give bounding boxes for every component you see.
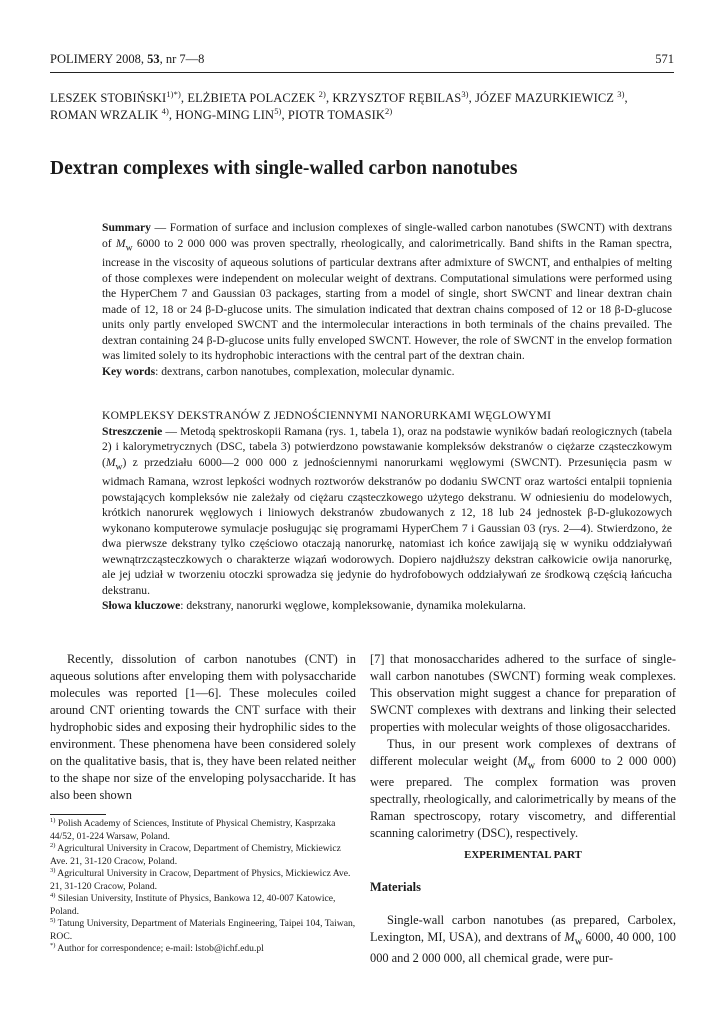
footnote-rule (50, 814, 106, 815)
author: HONG-MING LIN$^{5)}$, (175, 105, 288, 122)
subsection-heading: Materials (370, 880, 421, 894)
author: JÓZEF MAZURKIEWICZ $^{3)}$, (475, 88, 628, 105)
intro-paragraph: Recently, dissolution of carbon nanotubes (CNT) in aqueous solutions after enveloping them with polysaccharide molecules was reported [1—6]. These molecules coiled around CNT orienting towards the CNT surface with their hydrophobic sides and exposing their hydrophilic sides to the environment. These phenomena have been considered solely on the qualitative basis, that is, they have been related neither to the shape nor size of the enveloping polysaccharide. It has also been shown (50, 652, 356, 802)
right-column (370, 651, 676, 842)
paper-title: Dextran complexes with single-walled carbon nanotubes (50, 158, 518, 179)
running-header (50, 52, 674, 67)
footnote: $^{3)}$ Agricultural University in Cracow, Department of Physics, Mickiewicz Ave. 21, 31-120 Cracow, Poland. (50, 866, 351, 892)
continued-paragraph: [7] that monosaccharides adhered to the surface of single-wall carbon nanotubes (SWCNT) forming weak complexes. This observation might suggest a chance for preparation of SWCNT complexes with dextrans and linking their selected properties with molecular weights of those oligosaccharides. (370, 652, 676, 734)
footnote: $^{2)}$ Agricultural University in Cracow, Department of Chemistry, Mickiewicz Ave. 21, 31-120 Cracow, Poland. (50, 841, 341, 867)
left-column (50, 651, 356, 804)
author: PIOTR TOMASIK$^{2)}$ (287, 105, 393, 122)
summary-text: Summary — Formation of surface and inclusion complexes of single-walled carbon nanotubes (SWCNT) with dextrans of $M_w$ 6000 to 2 000 000 was proven spectrally, rheologically, and calorimetrically. Band shifts in the Raman spectra, increase in the viscosity of aqueous solutions of particular dextrans after admixture of SWCNT, and enthalpies of melting of those complexes were independent on molecular weight of dextrans. Computational simulations were performed using the HyperChem 7 and Gaussian 03 packages, starting from a model of single, short SWCNT and linear dextran chain made of 12, 18 or 24 β-D-glucose units. The simulation indicated that dextran chains composed of 12 or 18 β-D-glucose units only partly enveloped SWCNT and the intermolecular interactions in both terminals of the chains prevailed. The dextran containing 24 β-D-glucose units fully enveloped SWCNT. However, the role of SWCNT in the envelop formation was limited solely to its hydrophobic interactions with the central part of the dextran chain. (102, 221, 672, 363)
section-heading: EXPERIMENTAL PART (464, 849, 582, 861)
author: KRZYSZTOF RĘBILAS$^{3)}$, (332, 88, 476, 105)
author-list (50, 90, 674, 124)
english-summary (102, 220, 672, 379)
author: LESZEK $STOBIŃSKI^{1)*)}$, (50, 88, 188, 105)
materials-section (370, 912, 676, 967)
polish-text: Streszczenie — Metodą spektroskopii Ramana (rys. 1, tabela 1), oraz na podstawie wyników badań reologicznych (tabela 2) i kalorymetrycznych (DSC, tabela 3) potwierdzono powstawanie kompleksów dekstranów o ciężarze cząsteczkowym $(M_w)$ z przedziału 6000—2 000 000 z jednościennymi nanorurkami węglowymi (SWCNT). Przesunięcia pasm w widmach Ramana, wzrost lepkości wodnych roztworów dekstranów po dodaniu SWCNT oraz wartości entalpii topnienia powstających kompleksów nie zależały od ciężaru cząsteczkowego użytego dekstranu. W odniesieniu do modelowych, krótkich nanorurek węglowych i liniowych dekstranów zbudowanych z 12, 18 lub 24 jednostek β-D-glukozowych wykonano komputerowe symulacje posługując się programami HyperChem 7 i Gaussian 03 (rys. 2—4). Stwierdzono, że dwa pierwsze dekstrany tylko częściowo otaczają nanorurkę, natomiast ich końce zawijają się w wyniku oddziaływań wewnątrzcząsteczkowych o charakterze wiązań wodorowych. Dopiero najdłuższy dekstran całkowicie owija nanorurkę, ale jej udział w tworzeniu otoczki sprowadza się jedynie do hydrofobowych oddziaływań ze środkową częścią łańcucha dekstranu. (102, 424, 672, 597)
polish-summary (102, 408, 672, 614)
aim-paragraph: Thus, in our present work complexes of dextrans of different molecular weight ($M_w$ from 6000 to 2 000 000) were prepared. The complex formation was proven spectrally, rheologically, and calorimetrically by means of the Raman spectroscopy, rotary viscometry, and differential scanning calorimetry (DSC), respectively. (370, 737, 676, 841)
footnote: $^{4)}$ Silesian University, Institute of Physics, Bankowa 12, 40-007 Katowice, Poland. (50, 891, 336, 917)
footnotes (50, 818, 360, 956)
header-rule (50, 72, 674, 73)
polish-title: KOMPLEKSY DEKSTRANÓW Z JEDNOŚCIENNYMI NANORURKAMI WĘGLOWYMI (102, 409, 552, 422)
page-number: 571 (655, 52, 674, 66)
materials-paragraph: Single-wall carbon nanotubes (as prepared, Carbolex, Lexington, MI, USA), and dextrans of $M_w$ 6000, 40 000, 100 000 and 2 000 000, all chemical grade, were pur- (370, 913, 676, 966)
journal-citation: POLIMERY 2008, 53, nr 7—8 (50, 52, 205, 66)
footnote: $^{5)}$ Tatung University, Department of Materials Engineering, Taipei 104, Taiwan, ROC. (50, 916, 356, 942)
author: ROMAN WRZALIK $^{4)}$, (50, 105, 176, 122)
footnote: *) Author for correspondence; e-mail: lstob@ichf.edu.pl (50, 941, 264, 954)
summary-keywords: Key words: dextrans, carbon nanotubes, complexation, molecular dynamic. (102, 364, 455, 378)
footnote: $^{1)}$ Polish Academy of Sciences, Institute of Physical Chemistry, Kasprzaka 44/52, 01-224 Warsaw, Poland. (50, 816, 336, 842)
author: ELŻBIETA POLACZEK $^{2)}$, (187, 88, 333, 105)
polish-keywords: Słowa kluczowe: dekstrany, nanorurki węglowe, kompleksowanie, dynamika molekularna. (102, 599, 526, 613)
